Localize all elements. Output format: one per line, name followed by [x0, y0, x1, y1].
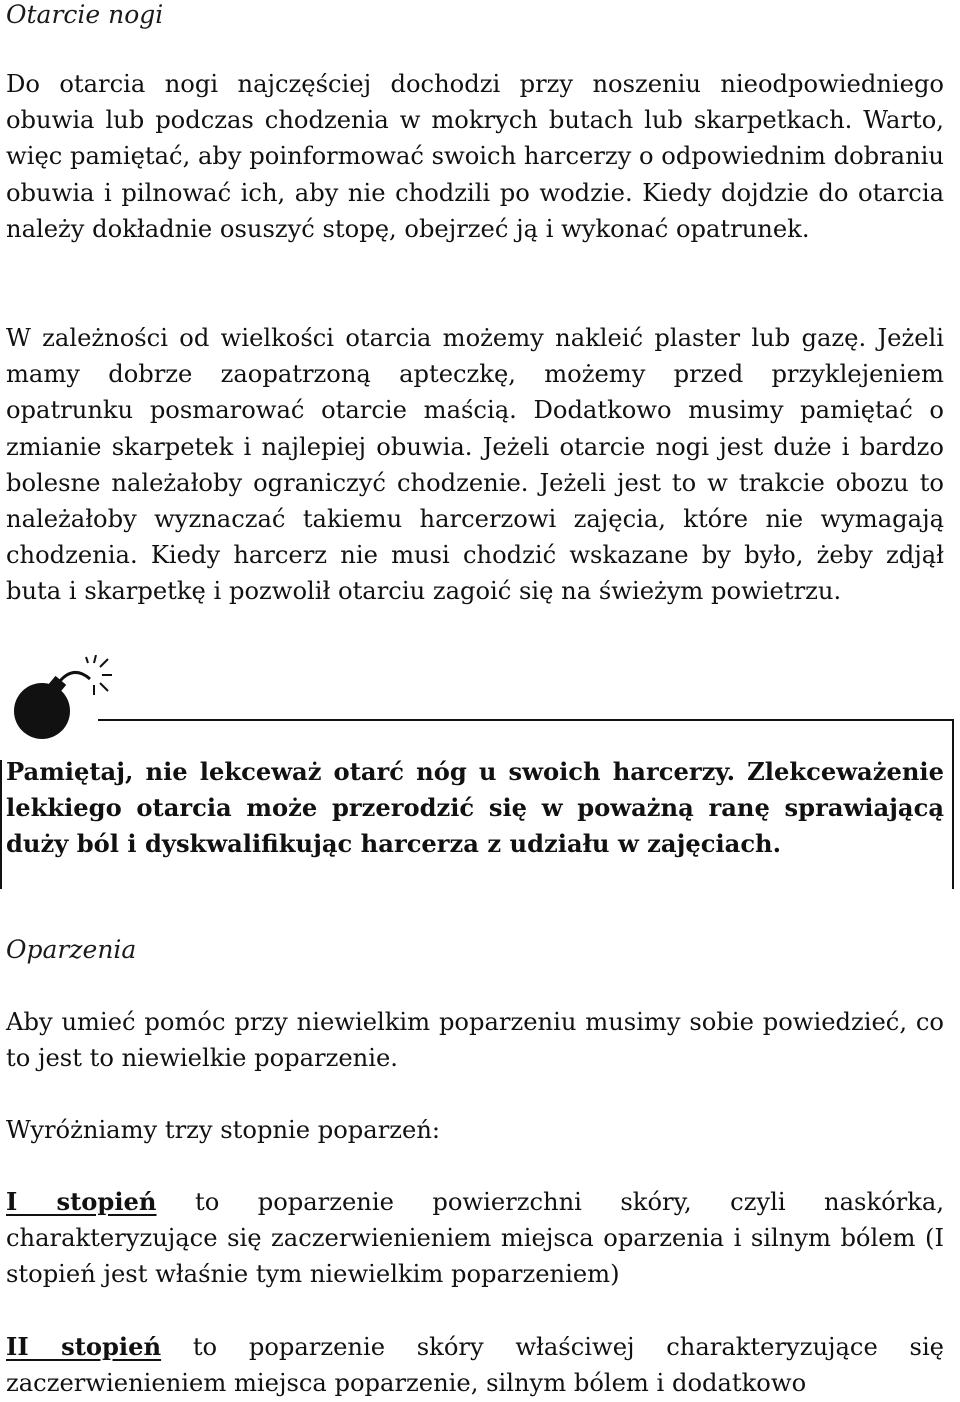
- bomb-icon: [8, 655, 120, 745]
- degree-1-text: to poparzenie powierzchni skóry, czyli naskórka, charakteryzujące się zaczerwienieniem miejsca oparzenia i silnym bólem (I stopień jest właśnie tym niewielkim poparzeniem): [6, 1188, 945, 1289]
- paragraph-degree-2: [6, 1329, 944, 1401]
- paragraph-otarcie-treatment: W zależności od wielkości otarcia możemy nakleić plaster lub gazę. Jeżeli mamy dobrze zaopatrzoną apteczkę, możemy przed przyklejeniem opatrunku posmarować otarcie maścią. Dodatkowo musimy pamiętać o zmianie skarpetek i najlepiej obuwia. Jeżeli otarcie nogi jest duże i bardzo bolesne należałoby ograniczyć chodzenie. Jeżeli jest to w trakcie obozu to należałoby wyznaczać takiemu harcerzowi zajęcia, które nie wymagają chodzenia. Kiedy harcerz nie musi chodzić wskazane by było, żeby zdjął buta i skarpetkę i pozwolił otarciu zagoić się na świeżym powietrzu.: [6, 324, 944, 606]
- paragraph-degree-1: [6, 1184, 944, 1293]
- degree-2-text: to poparzenie skóry właściwej charakteryzujące się zaczerwienieniem miejsca poparzenie, silnym bólem i dodatkowo: [6, 1333, 944, 1398]
- degree-1-label: I stopień: [6, 1187, 157, 1216]
- section-heading-oparzenia: Oparzenia: [6, 935, 137, 964]
- degree-2-label: II stopień: [6, 1332, 162, 1361]
- paragraph-otarcie-intro: Do otarcia nogi najczęściej dochodzi przy noszeniu nieodpowiedniego obuwia lub podczas chodzenia w mokrych butach lub skarpetkach. Warto, więc pamiętać, aby poinformować swoich harcerzy o odpowiednim dobraniu obuwia i pilnować ich, aby nie chodzili po wodzie. Kiedy dojdzie do otarcia należy dokładnie osuszyć stopę, obejrzeć ją i wykonać opatrunek.: [6, 70, 944, 243]
- warning-text: Pamiętaj, nie lekceważ otarć nóg u swoich harcerzy. Zlekceważenie lekkiego otarcia może przerodzić się w poważną ranę sprawiającą duży ból i dyskwalifikując harcerza z udziału w zajęciach.: [6, 757, 944, 859]
- section-heading-otarcie: Otarcie nogi: [6, 0, 164, 29]
- warning-box-left-border: [0, 760, 2, 889]
- paragraph-degrees-intro: Wyróżniamy trzy stopnie poparzeń:: [6, 1116, 441, 1144]
- warning-box-top-border: [98, 719, 954, 721]
- warning-box-right-border: [952, 719, 954, 889]
- paragraph-oparzenia-intro: Aby umieć pomóc przy niewielkim poparzeniu musimy sobie powiedzieć, co to jest to niewielkie poparzenie.: [6, 1008, 944, 1073]
